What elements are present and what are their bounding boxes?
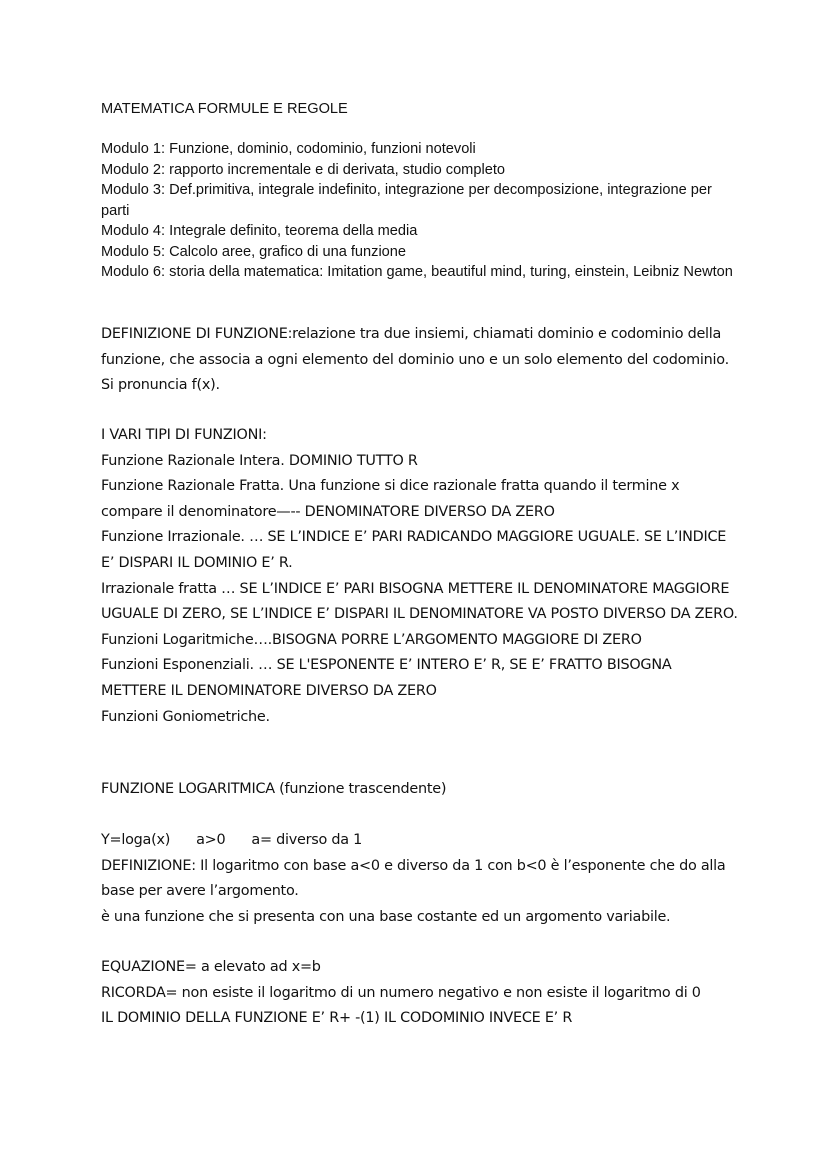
formula-part: a= diverso da 1 bbox=[251, 832, 363, 848]
logarithm-description: è una funzione che si presenta con una base costante ed un argomento variabile. bbox=[101, 908, 671, 925]
equation-line: EQUAZIONE= a elevato ad x=b bbox=[101, 959, 321, 975]
function-types-heading: I VARI TIPI DI FUNZIONI: bbox=[101, 427, 267, 443]
function-type-item: Funzione Razionale Intera. DOMINIO TUTTO R bbox=[101, 452, 418, 469]
module-item: Modulo 6: storia della matematica: Imitation game, beautiful mind, turing, einstein, Leibniz Newton bbox=[101, 264, 733, 280]
function-type-item: Funzioni Esponenziali. … SE L'ESPONENTE E’ INTERO E’ R, SE E’ FRATTO BISOGNA METTERE IL DENOMINATORE DIVERSO DA ZERO bbox=[101, 657, 672, 699]
equation-section bbox=[101, 955, 741, 1032]
function-type-item: Funzioni Goniometriche. bbox=[101, 708, 270, 725]
logarithmic-heading: FUNZIONE LOGARITMICA (funzione trascendente) bbox=[101, 781, 447, 797]
module-item: Modulo 4: Integrale definito, teorema della media bbox=[101, 223, 418, 239]
module-item: Modulo 2: rapporto incrementale e di derivata, studio completo bbox=[101, 161, 505, 178]
module-item: Modulo 3: Def.primitiva, integrale indefinito, integrazione per decomposizione, integrazione per parti bbox=[101, 182, 712, 219]
reminder-line: RICORDA= non esiste il logaritmo di un numero negativo e non esiste il logaritmo di 0 bbox=[101, 984, 701, 1001]
function-types-section bbox=[101, 423, 741, 730]
module-item: Modulo 5: Calcolo aree, grafico di una funzione bbox=[101, 243, 407, 260]
domain-line: IL DOMINIO DELLA FUNZIONE E’ R+ -(1) IL CODOMINIO INVECE E’ R bbox=[101, 1010, 573, 1027]
function-type-item: Funzione Irrazionale. … SE L’INDICE E’ PARI RADICANDO MAGGIORE UGUALE. SE L’INDICE E’ DISPARI IL DOMINIO E’ R. bbox=[101, 529, 727, 571]
logarithmic-section bbox=[101, 828, 741, 930]
logarithm-formula bbox=[101, 828, 741, 854]
module-item: Modulo 1: Funzione, dominio, codominio, funzioni notevoli bbox=[101, 141, 476, 157]
function-type-item: Funzione Razionale Fratta. Una funzione si dice razionale fratta quando il termine x compare il denominatore—-- DENOMINATORE DIVERSO DA ZERO bbox=[101, 478, 680, 520]
formula-part: a>0 bbox=[196, 832, 226, 848]
function-type-item: Irrazionale fratta … SE L’INDICE E’ PARI BISOGNA METTERE IL DENOMINATORE MAGGIORE UGUALE DI ZERO, SE L’INDICE E’ DISPARI IL DENOMINATORE VA POSTO DIVERSO DA ZERO. bbox=[101, 580, 738, 623]
document-title: MATEMATICA FORMULE E REGOLE bbox=[101, 101, 348, 117]
formula-part: Y=loga(x) bbox=[101, 832, 171, 848]
function-type-item: Funzioni Logaritmiche….BISOGNA PORRE L’ARGOMENTO MAGGIORE DI ZERO bbox=[101, 631, 642, 648]
function-definition: DEFINIZIONE DI FUNZIONE:relazione tra due insiemi, chiamati dominio e codominio della funzione, che associa a ogni elemento del dominio uno e un solo elemento del codominio. Si pronuncia f(x). bbox=[101, 326, 729, 394]
modules-list bbox=[101, 139, 741, 283]
logarithm-definition: DEFINIZIONE: Il logaritmo con base a<0 e diverso da 1 con b<0 è l’esponente che do alla base per avere l’argomento. bbox=[101, 857, 726, 900]
